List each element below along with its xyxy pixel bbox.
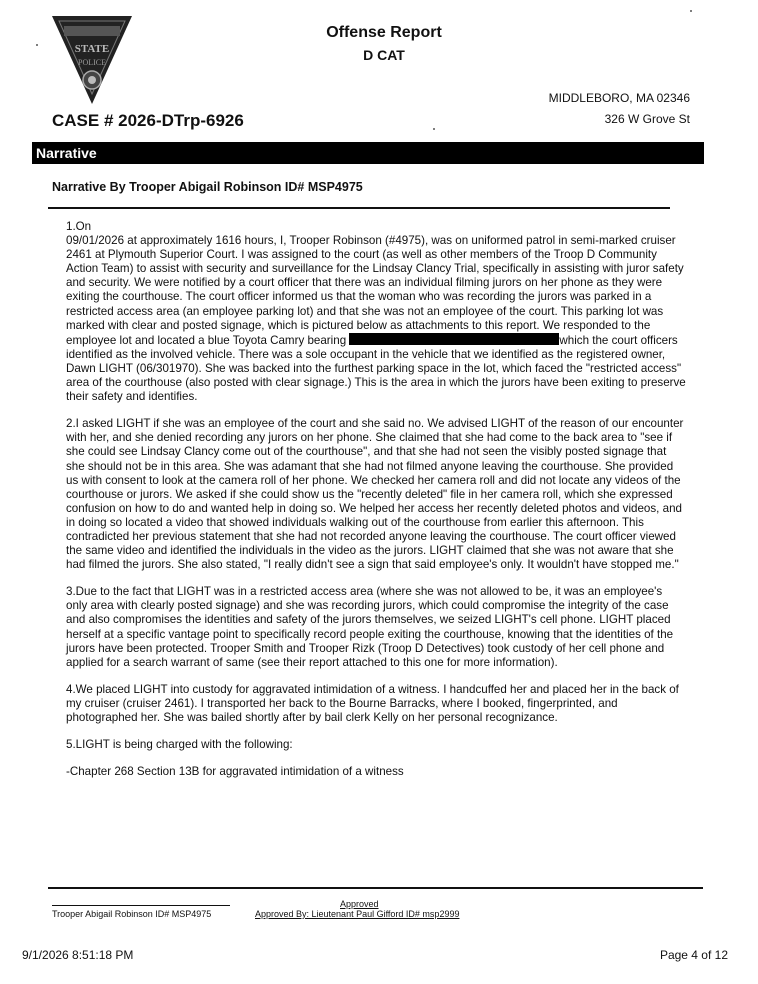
case-number: CASE # 2026-DTrp-6926 xyxy=(52,111,244,130)
svg-text:POLICE: POLICE xyxy=(78,58,106,67)
page-number: Page 4 of 12 xyxy=(659,948,728,962)
narrative-paragraph-2: 2.I asked LIGHT if she was an employee of the court and she said no. We advised LIGHT of the reason of our encounter with her, and she denied recording any jurors on her phone. She claimed that she had come to the back area to "see if she could see Lindsay Clancy come out of the courthouse", and that she had not seen the visibly posted signage that she should not be in this area. She was adamant that she had not filmed anyone leaving the courthouse. She provided us with consent to look at the camera roll of her phone. We checked her camera roll and did not locate any videos of the courthouse or jurors. We asked if she could show us the "recently deleted" file in her camera roll, which she expressed confusion on how to do and wanted help in doing so. We helped her access her recently deleted photos and videos, and in doing so located a video that showed individuals walking out of the courthouse from earlier this afternoon. This contradicted her previous statement that she had not recorded anyone leaving the courthouse. The court officer viewed the same video and identified the individuals in the video as the jurors. LIGHT claimed that she was not aware that she had filmed the jurors. She also stated, "I really didn't see a sign that said employee's only. It wouldn't have stopped me." xyxy=(66,417,684,572)
report-title: Offense Report xyxy=(326,24,442,41)
narrative-author: Narrative By Trooper Abigail Robinson ID# MSP4975 xyxy=(52,180,363,194)
approved-by: Approved By: Lieutenant Paul Gifford ID# msp2999 xyxy=(255,909,460,919)
report-subtitle: D CAT xyxy=(363,47,405,63)
print-timestamp: 9/1/2026 8:51:18 PM xyxy=(22,948,134,962)
narrative-p1-part-a: 1.On 09/01/2026 at approximately 1616 hours, I, Trooper Robinson (#4975), was on uniformed patrol in semi-marked cruiser 2461 at Plymouth Superior Court. I was assigned to the court (as well as other members of the Troop D Community Action Team) to assist with security and surveillance for the Lindsay Clancy Trial, specifically in assisting with juror safety and security. We were notified by a court officer that there was an individual filming jurors on her phone as they were exiting the courthouse. The court officer informed us that the woman who was recording the jurors was parked in a restricted access area (an employee parking lot) and that she was not an employee of the court. This parking lot was marked with clear and posted signage, which is pictured below as attachments to this report. We responded to the employee lot and located a blue Toyota Camry bearing xyxy=(66,220,684,347)
narrative-paragraph-6: -Chapter 268 Section 13B for aggravated intimidation of a witness xyxy=(66,765,404,779)
narrative-body xyxy=(66,220,686,792)
narrative-section-header: Narrative xyxy=(32,142,704,164)
divider xyxy=(48,207,670,209)
report-header xyxy=(0,24,758,63)
signer-name: Trooper Abigail Robinson ID# MSP4975 xyxy=(52,909,212,919)
narrative-p1-part-b: which the court officers identified as the involved vehicle. There was a sole occupant in the vehicle that we identified as the registered owner, Dawn LIGHT (06/301970). She was backed into the furthest parking space in the lot, which faced the "restricted access" area of the courthouse (also posted with clear signage.) This is the area in which the jurors have been exiting to preserve their safety and identifies. xyxy=(66,333,686,404)
location-street: 326 W Grove St xyxy=(604,112,690,126)
redaction-block xyxy=(349,333,559,345)
approved-label: Approved xyxy=(340,899,379,909)
narrative-paragraph-4: 4.We placed LIGHT into custody for aggravated intimidation of a witness. I handcuffed her and placed her in the back of my cruiser (cruiser 2461). I transported her back to the Bourne Barracks, where I booked, fingerprinted, and photographed her. She was bailed shortly after by bail clerk Kelly on her personal recognizance. xyxy=(66,682,679,724)
footer-divider xyxy=(48,887,703,889)
location-city: MIDDLEBORO, MA 02346 xyxy=(548,91,690,105)
svg-text:STATE: STATE xyxy=(74,43,110,55)
signature-line xyxy=(52,905,230,906)
scan-speck xyxy=(433,128,435,130)
scan-speck xyxy=(36,44,38,46)
scan-speck xyxy=(690,10,692,12)
narrative-paragraph-5: 5.LIGHT is being charged with the following: xyxy=(66,738,293,752)
narrative-paragraph-1 xyxy=(66,220,686,404)
narrative-paragraph-3: 3.Due to the fact that LIGHT was in a restricted access area (where she was not allowed to be, it was an employee's only area with clearly posted signage) and she was recording jurors, which could compromise the integrity of the case and also compromises the identities and safety of the jurors themselves, we seized LIGHT's cell phone. LIGHT placed herself at a specific vantage point to specifically record people exiting the courthouse, knowing that the identities of the jurors have been protected. Trooper Smith and Trooper Rizk (Troop D Detectives) took custody of her cell phone and applied for a search warrant of same (see their report attached to this one for more information). xyxy=(66,585,674,669)
